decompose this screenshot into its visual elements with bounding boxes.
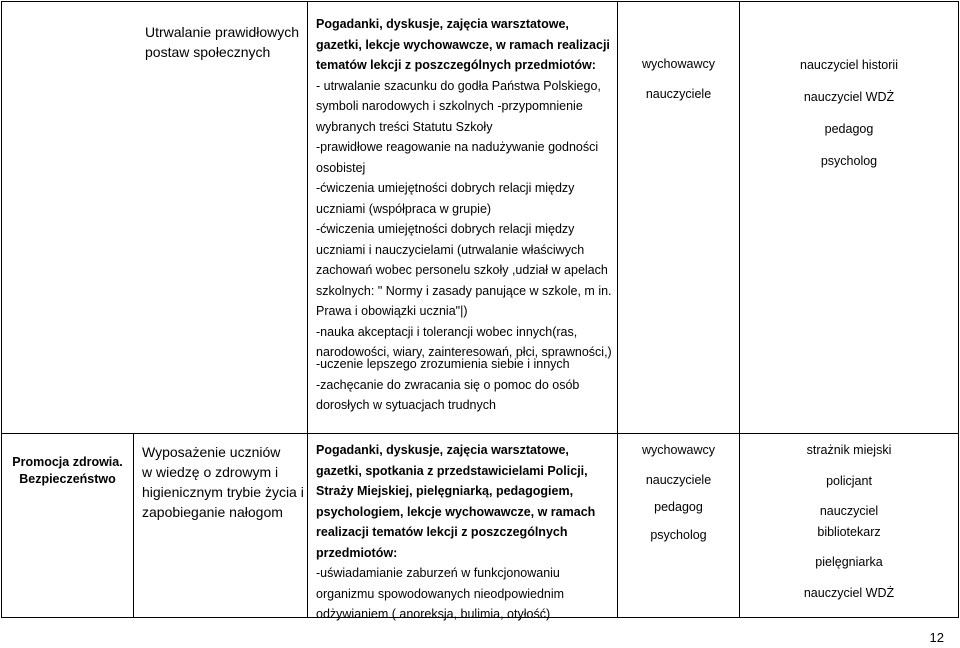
- table-border-top: [1, 1, 958, 2]
- row1-area-line: postaw społecznych: [145, 44, 271, 60]
- row1-activity-line: szkolnych: " Normy i zasady panujące w szkole, m in.: [316, 283, 612, 298]
- row2-responsible-cell: [618, 440, 739, 546]
- spacer: [618, 462, 739, 470]
- row1-activities-heading-line: tematów lekcji z poszczególnych przedmiotów:: [316, 58, 596, 72]
- row1-area-cell: [145, 22, 305, 62]
- row2-activities-heading-line: realizacji tematów lekcji z poszczególnych: [316, 525, 568, 539]
- row1-activity-line: narodowości, wiary, zainteresowań, płci, sprawności,): [316, 345, 612, 359]
- spacer: [740, 461, 958, 471]
- row2-partner-line: bibliotekarz: [817, 524, 881, 539]
- spacer: [740, 491, 958, 501]
- row1-activity-line: wybranych treści Statutu Szkoły: [316, 119, 493, 134]
- row1-activity-line: -nauka akceptacji i tolerancji wobec innych(ras,: [316, 324, 578, 339]
- spacer: [740, 573, 958, 583]
- row2-partner-line: pielęgniarka: [815, 555, 883, 569]
- row2-area-line: Bezpieczeństwo: [19, 472, 116, 486]
- row2-task-line: higienicznym trybie życia i: [142, 484, 304, 500]
- row1-responsible-line: wychowawcy: [642, 57, 715, 71]
- row1-activities-cell: [316, 14, 616, 363]
- row1-activity-line: osobistej: [316, 160, 366, 175]
- table-row-divider: [1, 433, 958, 434]
- row2-task-line: w wiedzę o zdrowym i: [142, 464, 279, 480]
- table-border-right: [958, 1, 959, 618]
- row2-activities-heading-line: gazetki, spotkania z przedstawicielami Policji,: [316, 463, 588, 478]
- row1-activity-line: - utrwalanie szacunku do godła Państwa Polskiego,: [316, 78, 601, 93]
- row1-activity-line: uczniami i nauczycielami (utrwalanie właściwych: [316, 242, 585, 257]
- row2-activity-line: organizmu spowodowanych nieodpowiednim: [316, 586, 565, 601]
- row1-activities-heading-line: gazetki, lekcje wychowawcze, w ramach realizacji: [316, 37, 610, 52]
- row1-activity-line: Prawa i obowiązki ucznia"|): [316, 304, 468, 318]
- row2-activity-line: -uświadamianie zaburzeń w funkcjonowaniu: [316, 566, 560, 580]
- row2-responsible-line: wychowawcy: [642, 443, 715, 457]
- row2-activity-line: odżywianiem ( anoreksja, bulimia, otyłość): [316, 607, 551, 621]
- row1-activity-line: -ćwiczenia umiejętności dobrych relacji między: [316, 181, 575, 195]
- row1-activity-extra-line: -uczenie lepszego zrozumienia siebie i innych: [316, 357, 570, 371]
- row2-activities-heading-line: Pogadanki, dyskusje, zajęcia warsztatowe,: [316, 443, 569, 457]
- row1-activities-heading-line: Pogadanki, dyskusje, zajęcia warsztatowe,: [316, 17, 569, 31]
- row2-area-line: Promocja zdrowia.: [12, 455, 123, 469]
- row1-activity-line: zachowań wobec personelu szkoły ,udział w apelach: [316, 263, 608, 277]
- row1-area-line: Utrwalanie prawidłowych: [145, 24, 300, 40]
- column-divider: [133, 434, 134, 618]
- row2-activities-heading-line: psychologiem, lekcje wychowawcze, w ramach: [316, 504, 596, 519]
- row1-activity-line: -prawidłowe reagowanie na nadużywanie godności: [316, 140, 599, 154]
- row1-activity-extra-line: -zachęcanie do zwracania się o pomoc do osób: [316, 377, 580, 392]
- row1-partners-cell: [740, 49, 958, 177]
- row2-partner-line: nauczyciel WDŻ: [803, 585, 895, 600]
- row2-task-cell: [142, 442, 306, 522]
- row2-activities-heading-line: Straży Miejskiej, pielęgniarką, pedagogiem,: [316, 484, 574, 498]
- row2-partners-cell: [740, 440, 958, 603]
- column-divider: [307, 1, 308, 618]
- row1-partner-line: psycholog: [820, 154, 878, 168]
- row2-task-line: zapobieganie nałogom: [142, 504, 283, 520]
- row2-activities-cell: [316, 440, 616, 625]
- row2-partner-line: strażnik miejski: [806, 443, 892, 457]
- row2-partner-line: nauczyciel: [819, 504, 879, 518]
- row1-activity-extra-line: dorosłych w sytuacjach trudnych: [316, 398, 496, 412]
- row2-activities-heading-line: przedmiotów:: [316, 545, 398, 560]
- row1-activities-extra: [316, 354, 616, 416]
- row2-responsible-line: nauczyciele: [645, 472, 712, 487]
- page-number: 12: [929, 630, 944, 645]
- row2-task-line: Wyposażenie uczniów: [142, 444, 281, 460]
- row1-partner-line: nauczyciel WDŻ: [803, 90, 895, 104]
- row1-partner-line: pedagog: [824, 122, 874, 136]
- row1-responsible-line: nauczyciele: [645, 87, 712, 101]
- row1-activity-line: uczniami (współpraca w grupie): [316, 201, 492, 216]
- row1-partner-line: nauczyciel historii: [800, 58, 898, 72]
- row1-responsible-cell: [618, 49, 739, 109]
- row2-responsible-line: psycholog: [650, 527, 707, 542]
- row1-activity-line: symboli narodowych i szkolnych -przypomnienie: [316, 99, 583, 113]
- row2-area-cell: [2, 454, 133, 488]
- table-border-left: [1, 1, 2, 618]
- row2-partner-line: policjant: [826, 473, 872, 488]
- row2-responsible-line: pedagog: [654, 500, 703, 514]
- spacer: [740, 542, 958, 552]
- row1-activity-line: -ćwiczenia umiejętności dobrych relacji między: [316, 222, 575, 236]
